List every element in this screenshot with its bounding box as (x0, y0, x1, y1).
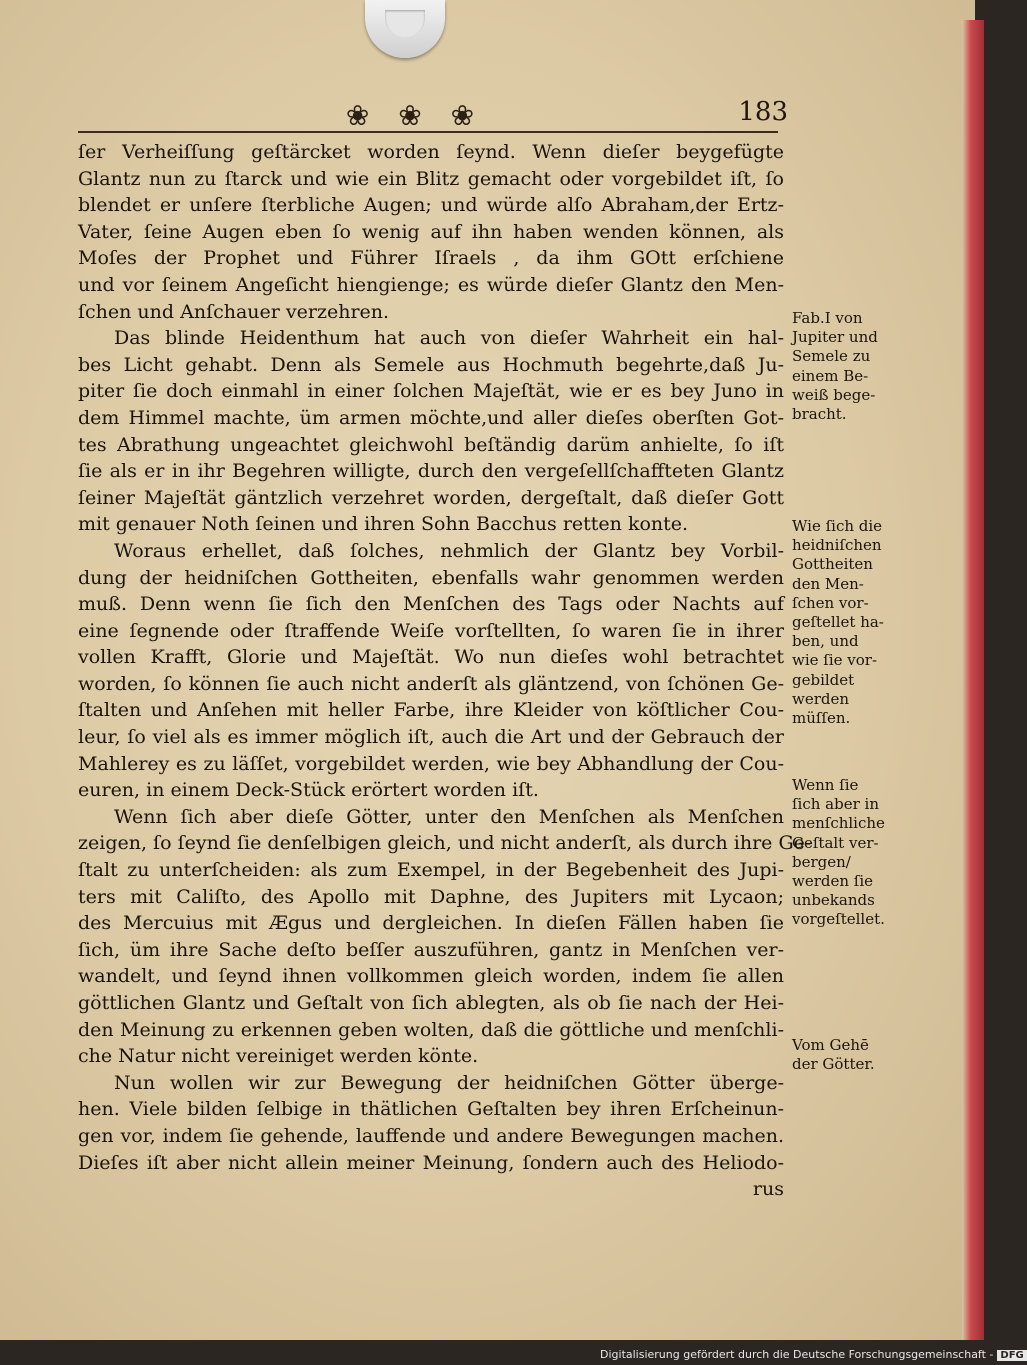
margin-note-line: Gottheiten (792, 555, 873, 574)
text-line: wandelt, und ſeynd ihnen vollkommen gleich worden, indem ſie allen (78, 965, 784, 988)
text-line: ſeiner Majeſtät gäntzlich verzehret worden, dergeſtalt, daß dieſer Gott (78, 486, 784, 509)
text-line: euren, in einem Deck-Stück erörtert worden iſt. (78, 779, 539, 802)
text-line: Mahlerey es zu läſſet, vorgebildet werden, wie bey Abhandlung der Cou- (78, 752, 784, 775)
margin-note-line: menſchliche (792, 814, 885, 833)
text-line: zeigen, ſo ſeynd ſie denſelbigen gleich, und nicht anderſt, als durch ihre Ge- (78, 832, 812, 855)
text-line: che Natur nicht vereiniget werden könte. (78, 1045, 479, 1068)
body-text (78, 139, 812, 1203)
margin-note-line: geſtellet ha- (792, 613, 884, 632)
margin-note-line: Vom Gehē (792, 1036, 869, 1054)
text-line: Glantz nun zu ſtarck und wie ein Blitz gemacht oder vorgebildet iſt, ſo (78, 167, 784, 190)
margin-note-line: werden (792, 689, 850, 708)
text-line: tes Abrathung ungeachtet gleichwohl beſtändig darüm anhielte, ſo iſt (78, 433, 784, 456)
text-line: Wenn ſich aber dieſe Götter, unter den Menſchen als Menſchen (114, 805, 784, 828)
text-line: Woraus erhellet, daß ſolches, nehmlich der Glantz bey Vorbil- (114, 539, 784, 562)
text-line: Dieſes iſt aber nicht allein meiner Meinung, ſondern auch des Heliodo- (78, 1151, 784, 1174)
margin-note-line: Fab.I von (792, 309, 863, 327)
dfg-logo: DFG (997, 1350, 1026, 1361)
text-line: göttlichen Glantz und Geſtalt von ſich ablegten, als ob ſie nach der Hei- (78, 992, 784, 1014)
margin-note-line: bracht. (792, 405, 847, 424)
margin-note-line: bergen/ (792, 852, 851, 871)
footer-text: Digitalisierung gefördert durch die Deutsche Forschungsgemeinschaft - (600, 1348, 994, 1361)
text-line: ſtalten und Anſehen mit heller Farbe, ihre Kleider von köſtlicher Cou- (78, 699, 784, 722)
margin-note-line: wie ſie vor- (792, 651, 878, 670)
margin-note-line: ben, und (792, 632, 859, 651)
header-ornament: ❀ ❀ ❀ (345, 99, 485, 132)
text-line: leur, ſo viel als es immer möglich iſt, auch die Art und der Gebrauch der (78, 726, 784, 749)
text-line: ſer Verheiſſung geſtärcket worden ſeynd. Wenn dieſer beygefügte (78, 141, 784, 163)
margin-note-line: heidniſchen (792, 536, 882, 555)
text-line: Moſes der Prophet und Führer Iſraels , da ihm GOtt erſchiene (78, 247, 784, 270)
text-line: gen vor, indem ſie gehende, lauffende und andere Bewegungen machen. (78, 1124, 784, 1147)
margin-note-line: einem Be- (792, 366, 869, 385)
margin-note-gait-of-gods (792, 1036, 902, 1074)
margin-note-line: Wenn ſie (792, 776, 859, 794)
text-line: ters mit Caliſto, des Apollo mit Daphne, des Jupiters mit Lycaon; (78, 885, 784, 908)
margin-note-line: müſſen. (792, 709, 851, 728)
margin-note-line: ſich aber in (792, 795, 879, 814)
page-edge (962, 20, 984, 1340)
text-line: dung der heidniſchen Gottheiten, ebenfalls wahr genommen werden (78, 566, 784, 589)
text-line: blendet er unſere ſterbliche Augen; und würde alſo Abraham,der Ertz- (78, 194, 784, 217)
margin-note-line: weiß bege- (792, 385, 876, 404)
text-line: den Meinung zu erkennen geben wolten, daß die göttliche und menſchli- (78, 1018, 784, 1041)
text-line: hen. Viele bilden ſelbige in thätlichen Geſtalten bey ihren Erſcheinun- (78, 1098, 784, 1121)
margin-note-human-shape (792, 776, 902, 930)
text-line: ſtalt zu unterſcheiden: als zum Exempel, in der Begebenheit des Jupi- (78, 859, 784, 882)
text-line: und vor ſeinem Angeſicht hiengienge; es würde dieſer Glantz den Men- (78, 273, 784, 296)
margin-note-line: werden ſie (792, 872, 874, 891)
text-line: Das blinde Heidenthum hat auch von dieſer Wahrheit ein hal- (114, 327, 784, 350)
margin-note-line: der Götter. (792, 1055, 875, 1074)
margin-note-line: unbekands (792, 891, 875, 910)
text-line: Vater, ſeine Augen eben ſo wenig auf ihn haben wenden können, als (78, 220, 784, 243)
page-number: 183 (738, 97, 788, 127)
margin-note-heathen-gods (792, 517, 902, 728)
text-line: bes Licht gehabt. Denn als Semele aus Hochmuth begehrte,daß Ju- (78, 353, 784, 376)
text-line: piter ſie doch einmahl in einer ſolchen Majeſtät, wie er es bey Juno in (78, 380, 784, 403)
margin-note-line: Geſtalt ver- (792, 833, 879, 852)
margin-note-line: gebildet (792, 670, 855, 689)
margin-note-line: den Men- (792, 574, 864, 593)
page-clip (365, 0, 445, 58)
header-rule (78, 131, 778, 133)
text-line: worden, ſo können ſie auch nicht anderſt als gläntzend, von ſchönen Ge- (78, 672, 784, 695)
text-line: eine ſegnende oder ſtraffende Weiſe vorſtellten, ſo waren ſie in ihrer (78, 619, 784, 642)
text-line: vollen Krafft, Glorie und Majeſtät. Wo nun dieſes wohl betrachtet (78, 646, 784, 669)
margin-note-line: vorgeſtellet. (792, 910, 885, 929)
catchword: rus (752, 1178, 784, 1201)
text-line: des Mercuius mit Ægus und dergleichen. In dieſen Fällen haben ſie (78, 912, 784, 935)
text-line: muß. Denn wenn ſie ſich den Menſchen des Tags oder Nachts auf (78, 593, 784, 616)
margin-note-line: Jupiter und (792, 328, 878, 347)
text-line: ſich, üm ihre Sache deſto beſſer auszuführen, gantz in Menſchen ver- (78, 938, 784, 961)
margin-note-jupiter-semele (792, 309, 902, 424)
text-line: Nun wollen wir zur Bewegung der heidniſchen Götter überge- (114, 1071, 784, 1094)
margin-note-line: Wie ſich die (792, 517, 883, 535)
margin-note-line: ſchen vor- (792, 593, 869, 612)
footer-credit (600, 1348, 1024, 1364)
text-line: mit genauer Noth ſeinen und ihren Sohn Bacchus retten konte. (78, 513, 689, 536)
text-line: ſie als er in ihr Begehren willigte, durch den vergeſellſchaffteten Glantz (78, 460, 784, 483)
text-line: ſchen und Anſchauer verzehren. (78, 300, 390, 323)
text-line: dem Himmel machte, üm armen möchte,und aller dieſes oberſten Got- (78, 406, 784, 429)
margin-note-line: Semele zu (792, 347, 871, 366)
